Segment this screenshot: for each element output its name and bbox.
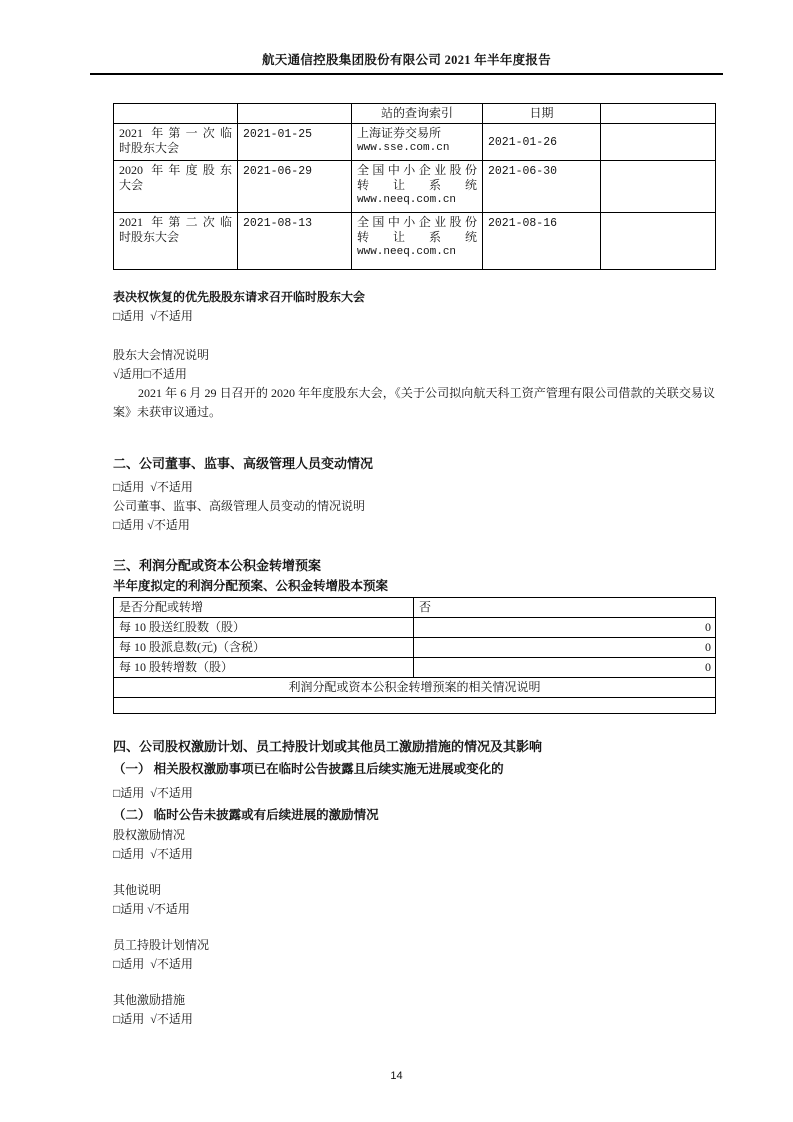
meetings-table (113, 103, 716, 270)
section-heading-3: 三、利润分配或资本公积金转增预案 (113, 558, 322, 573)
table-row (114, 161, 716, 213)
applicability-line: □适用 √不适用 (113, 1012, 193, 1026)
review-date-cell: 2021-01-25 (238, 124, 352, 161)
esop-label: 员工持股计划情况 (113, 938, 210, 952)
dividend-label-cell: 是否分配或转增 (114, 598, 414, 618)
table-row (114, 698, 716, 714)
other-incentive-label: 其他激励措施 (113, 993, 186, 1007)
meeting-name-line: 2020 年年度股东 (119, 163, 232, 177)
page-content (113, 103, 715, 1029)
header-cell-date: 日期 (483, 104, 601, 124)
meeting-note-label: 股东大会情况说明 (113, 348, 210, 362)
dividend-label-cell: 每 10 股送红股数（股） (114, 618, 414, 638)
applicability-line: √适用□不适用 (113, 367, 187, 381)
meeting-name-line: 2021 年第二次临 (119, 215, 232, 229)
exchange-name: 上海证券交易所 (357, 126, 442, 140)
dividend-value-cell: 0 (414, 638, 716, 658)
header-cell-query-index: 站的查询索引 (352, 104, 483, 124)
section4-sub1-title: （一） 相关股权激励事项已在临时公告披露且后续实施无进展或变化的 (113, 762, 504, 776)
exchange-url: www.neeq.com.cn (357, 194, 457, 206)
dividend-value-cell: 0 (414, 658, 716, 678)
exchange-url: www.sse.com.cn (357, 142, 450, 154)
meeting-name-line: 时股东大会 (119, 141, 180, 155)
disclosure-date-cell: 2021-01-26 (483, 124, 601, 161)
meeting-name-line: 时股东大会 (119, 230, 180, 244)
meeting-name-line: 2021 年第一次临 (119, 126, 232, 140)
applicability-line: □适用 √不适用 (113, 309, 193, 323)
exchange-url: www.neeq.com.cn (357, 246, 457, 258)
applicability-line: □适用 √不适用 (113, 957, 193, 971)
table-row (114, 618, 716, 638)
header-cell-empty-2 (238, 104, 352, 124)
section2-note-label: 公司董事、监事、高级管理人员变动的情况说明 (113, 499, 366, 513)
query-index-cell (352, 213, 483, 270)
dividend-label-cell: 每 10 股派息数(元)（含税） (114, 638, 414, 658)
equity-incentive-label: 股权激励情况 (113, 828, 186, 842)
disclosure-date-cell: 2021-08-16 (483, 213, 601, 270)
meeting-name-cell (114, 161, 238, 213)
applicability-line: □适用 √不适用 (113, 902, 190, 916)
empty-cell (601, 213, 716, 270)
review-date-cell: 2021-06-29 (238, 161, 352, 213)
header-cell-empty-3 (601, 104, 716, 124)
query-index-cell (352, 161, 483, 213)
section4-sub2-title: （二） 临时公告未披露或有后续进展的激励情况 (113, 808, 379, 822)
exchange-name: 全国中小企业股份 (357, 215, 477, 229)
table-row (114, 658, 716, 678)
exchange-name: 转 让 系 统 (357, 230, 477, 244)
exchange-name: 全国中小企业股份 (357, 163, 477, 177)
review-date-cell: 2021-08-13 (238, 213, 352, 270)
section-heading-4: 四、公司股权激励计划、员工持股计划或其他员工激励措施的情况及其影响 (113, 739, 543, 754)
section3-subtitle: 半年度拟定的利润分配预案、公积金转增股本预案 (113, 579, 389, 593)
empty-cell (601, 124, 716, 161)
table-row (114, 678, 716, 698)
meeting-note-paragraph: 2021 年 6 月 29 日召开的 2020 年年度股东大会，《关于公司拟向航天科工资产管理有限公司借款的关联交易议案》未获审议通过。 (113, 386, 715, 419)
table-row (114, 638, 716, 658)
table-row (114, 213, 716, 270)
dividend-value-cell: 否 (414, 598, 716, 618)
section-heading-2: 二、公司董事、监事、高级管理人员变动情况 (113, 456, 374, 471)
page-header-title: 航天通信控股集团股份有限公司 2021 年半年度报告 (90, 50, 723, 75)
empty-cell (601, 161, 716, 213)
applicability-line: □适用 √不适用 (113, 786, 193, 800)
query-index-cell (352, 124, 483, 161)
dividend-table (113, 597, 716, 714)
meeting-name-cell (114, 213, 238, 270)
dividend-note-cell (114, 698, 716, 714)
table-row (114, 598, 716, 618)
meetings-table-header-row (114, 104, 716, 124)
preferred-shareholders-title: 表决权恢复的优先股股东请求召开临时股东大会 (113, 290, 366, 304)
page-number: 14 (390, 1070, 403, 1082)
meeting-name-line: 大会 (119, 178, 144, 192)
dividend-caption-cell: 利润分配或资本公积金转增预案的相关情况说明 (114, 678, 716, 698)
other-note-label: 其他说明 (113, 883, 162, 897)
header-cell-empty-1 (114, 104, 238, 124)
meeting-name-cell (114, 124, 238, 161)
disclosure-date-cell: 2021-06-30 (483, 161, 601, 213)
applicability-line: □适用 √不适用 (113, 847, 193, 861)
exchange-name: 转 让 系 统 (357, 178, 477, 192)
applicability-line: □适用 √不适用 (113, 480, 193, 494)
applicability-line: □适用 √不适用 (113, 518, 190, 532)
table-row (114, 124, 716, 161)
dividend-value-cell: 0 (414, 618, 716, 638)
dividend-label-cell: 每 10 股转增数（股） (114, 658, 414, 678)
